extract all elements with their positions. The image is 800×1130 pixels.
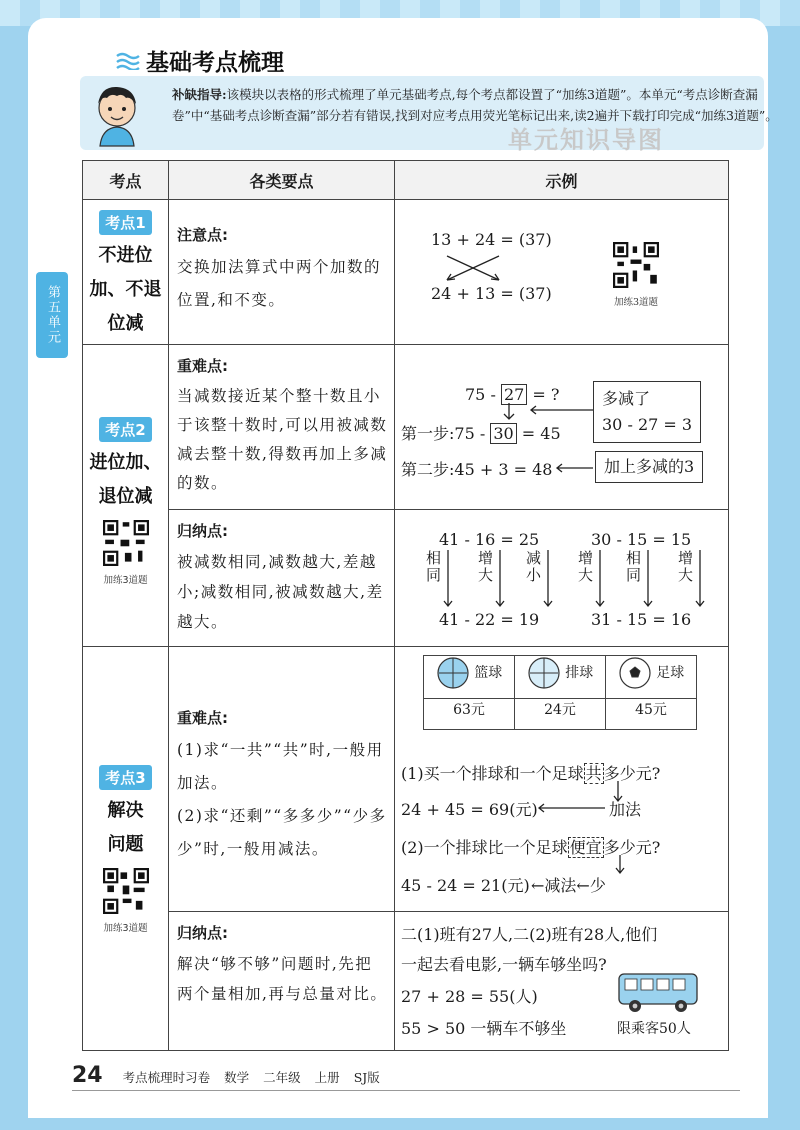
kp1-point-text: 交换加法算式中两个加数的位置,和不变。 bbox=[177, 258, 382, 309]
kp2-left-bottom: 41 - 22 = 19 bbox=[439, 610, 540, 629]
footer-volume: 上册 bbox=[314, 1070, 340, 1085]
kp2-step1-box: 30 bbox=[490, 423, 516, 444]
kp2-name-line: 进位加、 bbox=[89, 452, 162, 473]
kp1-eq2: 24 + 13 = (37) bbox=[431, 284, 552, 303]
kp1-name-line: 位减 bbox=[107, 313, 144, 334]
kp2-badge: 考点2 bbox=[99, 417, 151, 442]
kp3-name-line: 解决 bbox=[107, 800, 144, 821]
footer-rule bbox=[72, 1090, 740, 1091]
section-title bbox=[116, 44, 284, 77]
kp3-q2-tag-line: ←减法←少 bbox=[531, 876, 606, 895]
page-footer bbox=[72, 1063, 380, 1088]
kp3-q2-post: 多少元? bbox=[603, 838, 661, 857]
kp2-name bbox=[83, 446, 168, 514]
kp3-story-l2: 一起去看电影,一辆车够坐吗? bbox=[401, 955, 607, 974]
kp3-q2-key: 少 bbox=[589, 876, 606, 895]
kp1-qr bbox=[613, 236, 659, 308]
kp2-summary bbox=[169, 510, 395, 647]
wave-icon bbox=[116, 52, 140, 70]
qr-code-icon bbox=[103, 868, 149, 914]
kp3-q1-post: 多少元? bbox=[603, 764, 661, 783]
intro-body: 该模块以表格的形式梳理了单元基础考点,每个考点都设置了“加练3道题”。本单元“考点诊断查漏卷”中“基础考点诊断查漏”部分若有错误,找到对应考点用荧光笔标记出来,读2遍并下载打印完成“加练3道题”。 bbox=[172, 87, 778, 123]
ball-name: 足球 bbox=[651, 665, 685, 681]
down-arrow-icon bbox=[615, 855, 625, 875]
compare-label: 增大 bbox=[476, 550, 494, 584]
ghost-heading: 单元知识导图 bbox=[508, 126, 664, 154]
kp3-hard-p2: (2)求“还剩”“多多少”“少多少”时,一般用减法。 bbox=[177, 807, 387, 858]
ball-price-table bbox=[423, 655, 697, 730]
down-arrow-icon bbox=[695, 550, 705, 608]
kp1-example bbox=[395, 200, 729, 345]
footer-edition: SJ版 bbox=[353, 1070, 380, 1085]
kp2-step1 bbox=[401, 421, 561, 444]
kp1-points bbox=[169, 200, 395, 345]
table-row bbox=[83, 345, 729, 510]
bus-caption: 限乘客50人 bbox=[617, 1021, 691, 1037]
kp1-name-line: 不进位 bbox=[98, 245, 153, 266]
down-arrow-icon bbox=[443, 550, 453, 608]
kp2-sum-title: 归纳点: bbox=[177, 522, 228, 540]
left-arrow-icon bbox=[529, 405, 595, 415]
kp3-name bbox=[83, 794, 168, 862]
header-example: 示例 bbox=[395, 161, 729, 200]
compare-label: 增大 bbox=[576, 550, 594, 584]
unit-side-tab: 第五单元 bbox=[36, 272, 68, 358]
table-row bbox=[83, 647, 729, 912]
compare-label: 增大 bbox=[676, 550, 694, 584]
qr-code-icon bbox=[103, 520, 149, 566]
kp3-sum-title: 归纳点: bbox=[177, 924, 228, 942]
qr-caption: 加练3道题 bbox=[103, 923, 148, 934]
header-points: 各类要点 bbox=[169, 161, 395, 200]
table-row bbox=[83, 200, 729, 345]
kp3-hard-title: 重难点: bbox=[177, 709, 228, 727]
ball-icon bbox=[618, 656, 652, 690]
kp2-right-top: 30 - 15 = 15 bbox=[591, 530, 692, 549]
kp1-eq1: 13 + 24 = (37) bbox=[431, 230, 552, 249]
kp1-point-title: 注意点: bbox=[177, 226, 228, 244]
compare-label: 相同 bbox=[624, 550, 642, 584]
kp2-sum-example bbox=[395, 510, 729, 647]
ball-cell bbox=[606, 656, 697, 699]
qr-caption: 加练3道题 bbox=[103, 575, 148, 586]
kp3-sum-example bbox=[395, 912, 729, 1051]
kp1-name bbox=[83, 239, 168, 341]
qr-caption: 加练3道题 bbox=[613, 297, 659, 308]
kp2-note-box bbox=[593, 381, 701, 443]
bus-icon bbox=[617, 970, 701, 1014]
kp2-left-top: 41 - 16 = 25 bbox=[439, 530, 540, 549]
ball-price: 63元 bbox=[424, 699, 515, 730]
kp2-note-line: 多减了 bbox=[602, 389, 651, 408]
down-arrow-icon bbox=[501, 403, 517, 421]
down-arrow-icon bbox=[643, 550, 653, 608]
kp3-name-line: 问题 bbox=[107, 834, 144, 855]
kp3-summary bbox=[169, 912, 395, 1051]
price-row bbox=[424, 699, 697, 730]
ball-icon bbox=[527, 656, 561, 690]
down-arrow-icon bbox=[595, 550, 605, 608]
kp2-hard-text: 当减数接近某个整十数且小于该整十数时,可以用被减数减去整十数,得数再加上多减的数。 bbox=[177, 387, 388, 492]
intro-label: 补缺指导: bbox=[172, 87, 227, 102]
ball-price: 45元 bbox=[606, 699, 697, 730]
kp1-badge: 考点1 bbox=[99, 210, 151, 235]
kp2-hard-points bbox=[169, 345, 395, 510]
kp2-sum-text: 被减数相同,减数越大,差越小;减数相同,被减数越大,差越大。 bbox=[177, 553, 384, 631]
kp2-step1-label: 第一步:75 - bbox=[401, 424, 486, 443]
kp3-compare: 55 > 50 一辆车不够坐 bbox=[401, 1019, 567, 1038]
kp2-step1-right: = 45 bbox=[521, 424, 561, 443]
kp1-cell bbox=[83, 200, 169, 345]
boy-avatar-icon bbox=[86, 80, 148, 148]
kp3-q1-eq: 24 + 45 = 69(元) bbox=[401, 800, 538, 819]
kp2-ex-box: 27 bbox=[501, 384, 527, 405]
kp3-story-l1: 二(1)班有27人,二(2)班有28人,他们 bbox=[401, 925, 658, 944]
kp2-ex-left: 75 - bbox=[465, 385, 496, 404]
footer-subject: 数学 bbox=[224, 1070, 250, 1085]
kp3-q1-pre: (1)买一个排球和一个足球 bbox=[401, 764, 584, 783]
kp2-ex-right: = ? bbox=[532, 385, 560, 404]
intro-text bbox=[172, 84, 800, 126]
key-points-table bbox=[82, 160, 729, 1051]
kp2-name-line: 退位减 bbox=[98, 486, 153, 507]
header-kaodian: 考点 bbox=[83, 161, 169, 200]
kp3-q1-tag: 加法 bbox=[609, 800, 642, 819]
kp3-q2-tag: 减法 bbox=[544, 876, 577, 895]
kp2-note-line: 30 - 27 = 3 bbox=[602, 415, 693, 434]
ball-name: 排球 bbox=[560, 665, 594, 681]
page-number: 24 bbox=[72, 1063, 103, 1088]
kp3-q2-pre: (2)一个排球比一个足球 bbox=[401, 838, 568, 857]
kp1-name-line: 加、不退 bbox=[89, 279, 162, 300]
kp2-cell bbox=[83, 345, 169, 647]
ball-price: 24元 bbox=[515, 699, 606, 730]
left-arrow-icon bbox=[555, 463, 595, 473]
ball-row bbox=[424, 656, 697, 699]
kp3-hard-points bbox=[169, 647, 395, 912]
kp3-sum-text: 解决“够不够”问题时,先把两个量相加,再与总量对比。 bbox=[177, 955, 388, 1003]
qr-code-icon bbox=[613, 242, 659, 288]
kp3-q2-eq: 45 - 24 = 21(元) bbox=[401, 876, 530, 895]
down-arrow-icon bbox=[543, 550, 553, 608]
left-arrow-icon bbox=[537, 803, 607, 813]
kp3-q2-box: 便宜 bbox=[569, 838, 602, 857]
table-header-row bbox=[83, 161, 729, 200]
kp3-hard-example bbox=[395, 647, 729, 912]
ball-name: 篮球 bbox=[469, 665, 503, 681]
kp2-hard-example bbox=[395, 345, 729, 510]
kp2-step2: 第二步:45 + 3 = 48 bbox=[401, 460, 553, 479]
section-title-text: 基础考点梳理 bbox=[146, 50, 284, 76]
cross-arrows-icon bbox=[439, 254, 509, 284]
kp2-right-bottom: 31 - 15 = 16 bbox=[591, 610, 692, 629]
compare-label: 相同 bbox=[424, 550, 442, 584]
footer-book: 考点梳理时习卷 bbox=[122, 1070, 211, 1085]
kp3-calc: 27 + 28 = 55(人) bbox=[401, 987, 538, 1006]
kp3-cell bbox=[83, 647, 169, 1051]
compare-label: 减小 bbox=[524, 550, 542, 584]
ball-icon bbox=[436, 656, 470, 690]
kp3-badge: 考点3 bbox=[99, 765, 151, 790]
kp2-note2: 加上多减的3 bbox=[595, 451, 703, 483]
down-arrow-icon bbox=[495, 550, 505, 608]
kp2-ex-line bbox=[465, 385, 559, 404]
table-row bbox=[83, 510, 729, 647]
ball-cell bbox=[424, 656, 515, 699]
kp2-hard-title: 重难点: bbox=[177, 357, 228, 375]
footer-grade: 二年级 bbox=[263, 1070, 301, 1085]
kp3-hard-p1: (1)求“一共”“共”时,一般用加法。 bbox=[177, 741, 384, 792]
ball-cell bbox=[515, 656, 606, 699]
kp3-q1-box: 共 bbox=[585, 764, 602, 783]
table-row bbox=[83, 912, 729, 1051]
